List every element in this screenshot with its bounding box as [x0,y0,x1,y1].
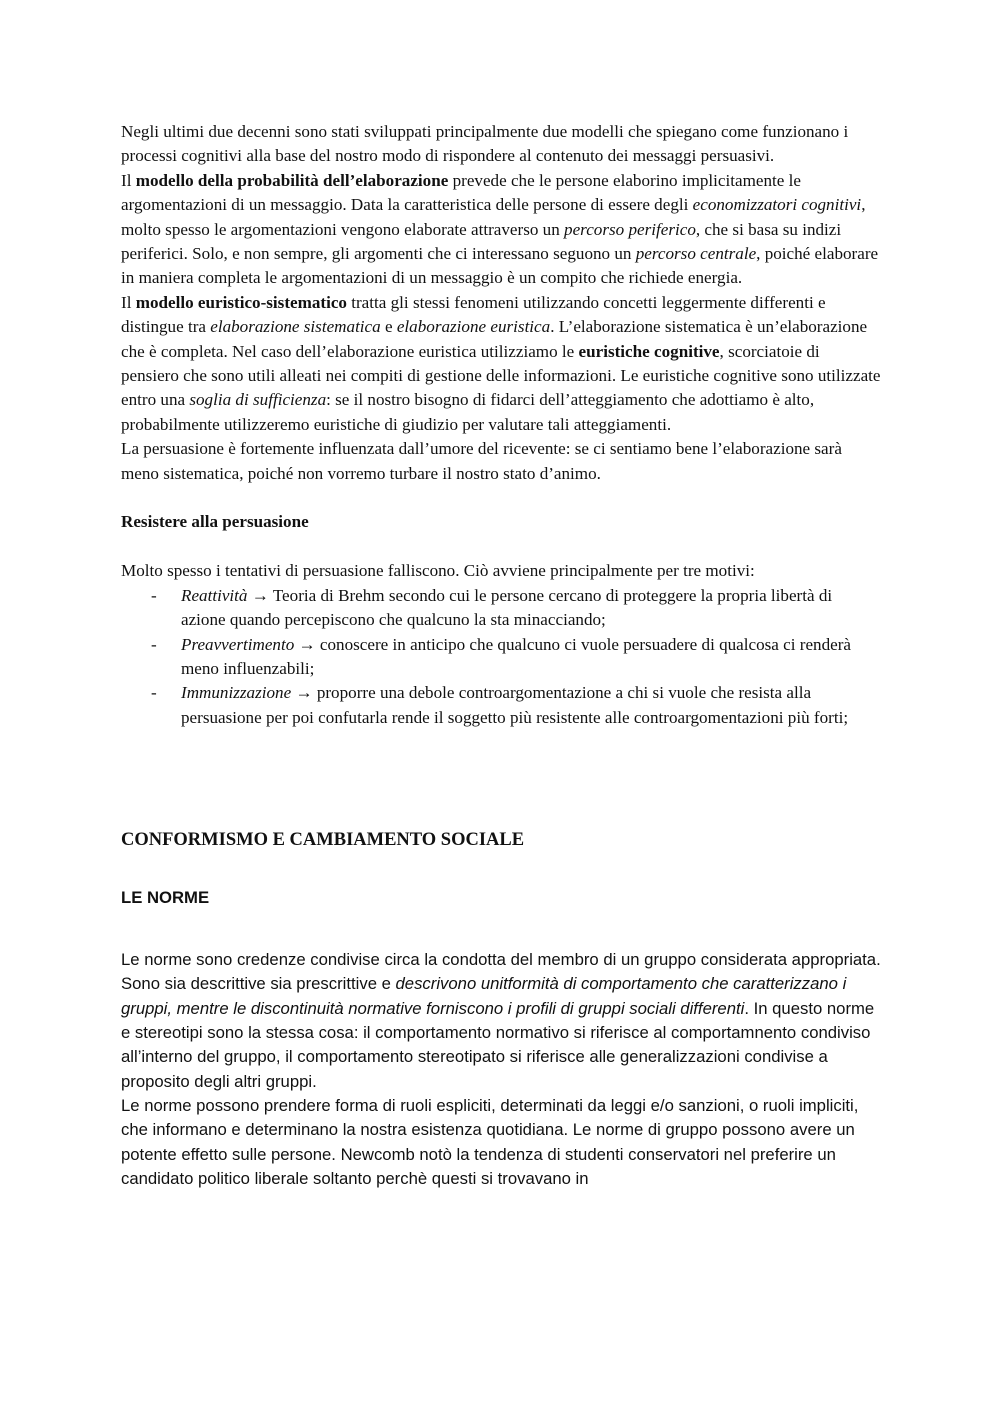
italic-term: elaborazione euristica [396,317,551,337]
italic-term: descrivono unitformità di comportamento che caratterizzano i gruppi, mentre le discontinuità normative forniscono i profili di gruppi sociali differenti [121,974,847,1018]
list-item [121,633,881,682]
text-run: Le norme sono credenze condivise circa la condotta del membro di un gruppo considerata appropriata. Sono sia descrittive sia prescrittive e [121,950,881,994]
bold-term: modello della probabilità dell’elaborazione [135,170,449,190]
dash-bullet: - [151,585,157,605]
sub-heading: LE NORME [121,888,210,908]
spacer [121,535,881,559]
bold-term: euristiche cognitive [578,341,720,361]
main-heading: CONFORMISMO E CAMBIAMENTO SOCIALE [121,830,525,851]
norms-text-block [121,948,881,1191]
text-run: . In questo norme e stereotipi sono la stessa cosa: il comportamento normativo si riferisce al comportamnento condiviso all’interno del gruppo, il comportamento stereotipato si riferisce alle generalizzazioni condivise a proposito degli altri gruppi. [121,998,875,1091]
section-title-resist: Resistere alla persuasione [121,512,309,532]
list-item-text: proporre una debole controargomentazione a chi si vuole che resista alla persuasione per poi confutarla rende il soggetto più resistente alle controargomentazioni più forti; [181,683,849,727]
dash-bullet: - [151,683,157,703]
intro-paragraph: Negli ultimi due decenni sono stati sviluppati principalmente due modelli che spiegano come funzionano i processi cognitivi alla base del nostro modo di rispondere al contenuto dei messaggi persuasivi. [121,122,849,166]
elaboration-likelihood-paragraph [121,169,881,291]
text-run: . L’elaborazione sistematica è un’elaborazione che è completa. Nel caso dell’elaborazione euristica utilizziamo le [121,317,868,361]
text-run: e [380,317,397,337]
spacer [121,486,881,510]
heuristic-systematic-paragraph [121,291,881,437]
text-run: , molto spesso le argomentazioni vengono elaborate attraverso un [121,195,866,239]
arrow-glyph: → [294,634,320,654]
text-run: , poiché elaborare in maniera completa le argomentazioni di un messaggio è un compito che richiede energia. [121,244,879,288]
text-run: prevede che le persone elaborino implicitamente le argomentazioni di un messaggio. Data la caratteristica delle persone di essere degli [121,170,801,215]
resist-intro: Molto spesso i tentativi di persuasione falliscono. Ciò avviene principalmente per tre motivi: [121,561,755,581]
list-item [121,681,881,730]
list-item-term: Reattività [181,585,248,605]
text-run: : se il nostro bisogno di fidarci dell’atteggiamento che adottiamo è alto, probabilmente utilizzeremo euristiche di giudizio per valutare tali atteggiamenti. [121,390,815,434]
text-run: , scorciatoie di pensiero che sono utili alleati nei compiti di gestione delle informazioni. Le euristiche cognitive sono utilizzate entro una [121,341,881,410]
norms-paragraph-1 [121,948,881,1094]
italic-term: soglia di sufficienza [189,390,327,410]
norms-paragraph-2: Le norme possono prendere forma di ruoli espliciti, determinati da leggi e/o sanzioni, o ruoli impliciti, che informano e determinano la nostra esistenza quotidiana. Le norme di gruppo possono avere un potente effetto sulle persone. Newcomb notò la tendenza di studenti conservatori nel preferire un candidato politico liberale soltanto perchè questi si trovavano in [121,1095,859,1188]
list-item-text: Teoria di Brehm secondo cui le persone cercano di proteggere la propria libertà di azione quando percepiscono che qualcuno la sta minacciando; [181,585,833,630]
mood-paragraph: La persuasione è fortemente influenzata dall’umore del ricevente: se ci sentiamo bene l’elaborazione sarà meno sistematica, poiché non vorremo turbare il nostro stato d’animo. [121,439,842,483]
list-item-text: conoscere in anticipo che qualcuno ci vuole persuadere di qualcosa ci renderà meno influenzabili; [181,634,852,678]
text-run: tratta gli stessi fenomeni utilizzando concetti leggermente differenti e distingue tra [121,292,826,337]
text-run: , che si basa su indizi periferici. Solo, e non sempre, gli argomenti che ci interessano seguono un [121,219,842,264]
list-item-term: Immunizzazione [181,683,292,703]
list-item-term: Preavvertimento [181,634,295,654]
persuasion-text-block [121,120,881,730]
italic-term: percorso periferico [564,219,696,239]
italic-term: elaborazione sistematica [210,317,381,337]
italic-term: economizzatori cognitivi [692,195,862,215]
text-run: Il [121,170,136,190]
dash-bullet: - [151,634,157,654]
italic-term: percorso centrale [635,244,757,264]
resist-reasons-list [121,584,881,730]
document-page [121,120,881,1191]
arrow-glyph: → [291,683,317,703]
bold-term: modello euristico-sistematico [135,292,347,312]
text-run: Il [121,292,136,312]
list-item [121,584,881,633]
arrow-glyph: → [247,585,273,605]
